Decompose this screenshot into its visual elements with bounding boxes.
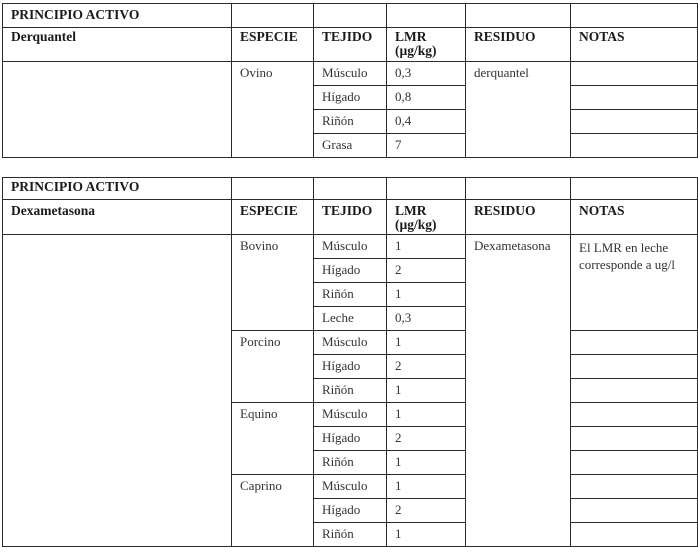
principio-activo-header: PRINCIPIO ACTIVO bbox=[3, 178, 232, 200]
lmr-header: LMR (µg/kg) bbox=[387, 200, 466, 235]
lmr-value: 1 bbox=[387, 235, 466, 259]
tissue-cell: Grasa bbox=[314, 134, 387, 158]
dexametasona-table bbox=[2, 177, 698, 547]
substance-cell-blank bbox=[3, 235, 232, 547]
notes-cell bbox=[571, 499, 698, 523]
lmr-value: 0,3 bbox=[387, 62, 466, 86]
notes-cell bbox=[571, 110, 698, 134]
notes-cell bbox=[571, 403, 698, 427]
empty-cell bbox=[232, 178, 314, 200]
tissue-cell: Hígado bbox=[314, 355, 387, 379]
derquantel-table bbox=[2, 3, 698, 158]
notes-cell bbox=[571, 355, 698, 379]
notes-cell bbox=[571, 427, 698, 451]
tejido-header: TEJIDO bbox=[314, 28, 387, 62]
notes-cell bbox=[571, 134, 698, 158]
lmr-value: 2 bbox=[387, 427, 466, 451]
notes-cell bbox=[571, 331, 698, 355]
empty-cell bbox=[314, 4, 387, 28]
principio-activo-header: PRINCIPIO ACTIVO bbox=[3, 4, 232, 28]
species-cell: Porcino bbox=[232, 331, 314, 403]
empty-cell bbox=[387, 4, 466, 28]
tissue-cell: Hígado bbox=[314, 499, 387, 523]
tissue-cell: Riñón bbox=[314, 110, 387, 134]
tejido-header: TEJIDO bbox=[314, 200, 387, 235]
species-cell: Equino bbox=[232, 403, 314, 475]
lmr-value: 0,3 bbox=[387, 307, 466, 331]
lmr-header: LMR (µg/kg) bbox=[387, 28, 466, 62]
substance-name: Derquantel bbox=[3, 28, 232, 62]
tissue-cell: Músculo bbox=[314, 235, 387, 259]
especie-header: ESPECIE bbox=[232, 28, 314, 62]
notes-cell bbox=[571, 86, 698, 110]
lmr-value: 0,8 bbox=[387, 86, 466, 110]
empty-cell bbox=[387, 178, 466, 200]
species-cell: Ovino bbox=[232, 62, 314, 158]
lmr-value: 1 bbox=[387, 379, 466, 403]
tissue-cell: Riñón bbox=[314, 451, 387, 475]
species-cell: Caprino bbox=[232, 475, 314, 547]
substance-cell-blank bbox=[3, 62, 232, 158]
empty-cell bbox=[232, 4, 314, 28]
tissue-cell: Músculo bbox=[314, 403, 387, 427]
lmr-value: 1 bbox=[387, 403, 466, 427]
tissue-cell: Leche bbox=[314, 307, 387, 331]
empty-cell bbox=[571, 178, 698, 200]
notes-cell bbox=[571, 62, 698, 86]
lmr-value: 2 bbox=[387, 355, 466, 379]
residuo-header: RESIDUO bbox=[466, 28, 571, 62]
lmr-value: 1 bbox=[387, 523, 466, 547]
tissue-cell: Riñón bbox=[314, 283, 387, 307]
residuo-header: RESIDUO bbox=[466, 200, 571, 235]
tissue-cell: Músculo bbox=[314, 62, 387, 86]
lmr-value: 1 bbox=[387, 283, 466, 307]
especie-header: ESPECIE bbox=[232, 200, 314, 235]
lmr-value: 1 bbox=[387, 331, 466, 355]
tissue-cell: Hígado bbox=[314, 259, 387, 283]
lmr-value: 1 bbox=[387, 475, 466, 499]
tissue-cell: Riñón bbox=[314, 379, 387, 403]
empty-cell bbox=[466, 178, 571, 200]
empty-cell bbox=[314, 178, 387, 200]
lmr-value: 2 bbox=[387, 499, 466, 523]
empty-cell bbox=[571, 4, 698, 28]
tissue-cell: Músculo bbox=[314, 331, 387, 355]
notas-header: NOTAS bbox=[571, 200, 698, 235]
lmr-value: 2 bbox=[387, 259, 466, 283]
notes-cell bbox=[571, 451, 698, 475]
tissue-cell: Hígado bbox=[314, 427, 387, 451]
notes-cell: El LMR en leche corresponde a ug/l bbox=[571, 235, 698, 331]
species-cell: Bovino bbox=[232, 235, 314, 331]
tissue-cell: Músculo bbox=[314, 475, 387, 499]
notes-cell bbox=[571, 475, 698, 499]
lmr-value: 0,4 bbox=[387, 110, 466, 134]
empty-cell bbox=[466, 4, 571, 28]
residue-cell: Dexametasona bbox=[466, 235, 571, 547]
notas-header: NOTAS bbox=[571, 28, 698, 62]
tissue-cell: Riñón bbox=[314, 523, 387, 547]
lmr-value: 1 bbox=[387, 451, 466, 475]
residue-cell: derquantel bbox=[466, 62, 571, 158]
notes-cell bbox=[571, 523, 698, 547]
tissue-cell: Hígado bbox=[314, 86, 387, 110]
notes-cell bbox=[571, 379, 698, 403]
lmr-value: 7 bbox=[387, 134, 466, 158]
substance-name: Dexametasona bbox=[3, 200, 232, 235]
